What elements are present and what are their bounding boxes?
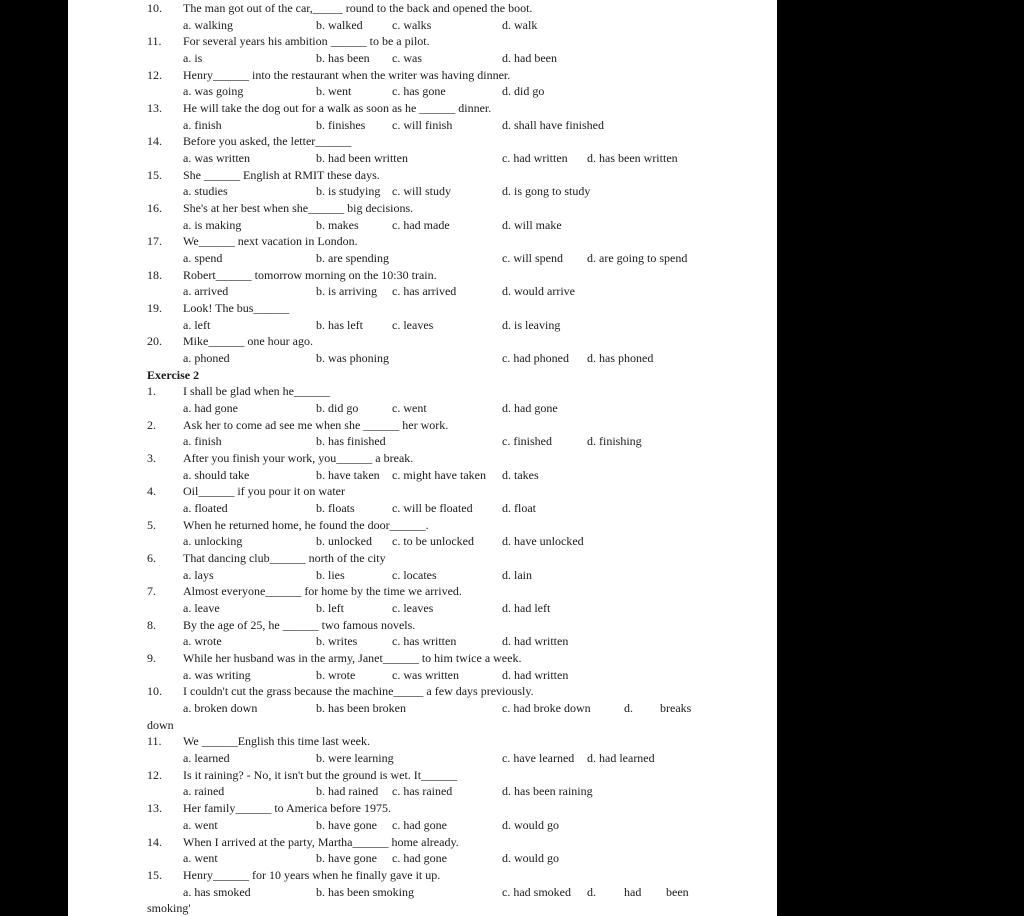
question-row <box>68 200 777 216</box>
answer-option: a. finish <box>183 434 222 449</box>
question-number: 1. <box>147 384 156 399</box>
answer-option: c. had smoked <box>502 884 571 899</box>
options-row <box>68 500 777 516</box>
question-row <box>68 767 777 783</box>
answer-option: b. has been <box>316 51 370 65</box>
answer-option: a. was going <box>183 84 244 99</box>
question-row <box>68 167 777 183</box>
answer-option: c. leaves <box>392 601 434 616</box>
answer-option: b. did go <box>316 401 359 416</box>
question-row <box>68 67 777 83</box>
question-text: We ______English this time last week. <box>183 734 371 749</box>
question-row <box>68 550 777 566</box>
answer-option: d. had left <box>502 601 551 616</box>
options-row <box>68 467 777 483</box>
answer-option: been <box>666 884 689 899</box>
question-text: When he returned home, he found the door______. <box>183 517 429 532</box>
exercise-heading <box>68 367 777 383</box>
question-row <box>68 333 777 349</box>
answer-option: d. <box>624 701 633 716</box>
answer-option: a. phoned <box>183 351 230 366</box>
answer-option: b. went <box>316 84 352 99</box>
answer-option: d. did go <box>502 84 545 99</box>
answer-option: d. would go <box>502 851 559 866</box>
answer-option: a. went <box>183 851 218 866</box>
options-row <box>68 217 777 233</box>
answer-option: a. had gone <box>183 401 238 416</box>
answer-option: b. had rained <box>316 784 379 799</box>
answer-option: c. has arrived <box>392 284 457 299</box>
answer-option: a. broken down <box>183 701 258 716</box>
options-row <box>68 150 777 166</box>
answer-option: a. went <box>183 817 218 832</box>
question-text: Is it raining? - No, it isn't but the ground is wet. It______ <box>183 767 458 782</box>
wrapped-text: down <box>147 717 174 732</box>
question-number: 7. <box>147 584 156 599</box>
answer-option: d. walk <box>502 17 538 32</box>
answer-option: d. had gone <box>502 401 558 416</box>
answer-option: a. floated <box>183 501 228 516</box>
answer-option: b. had been written <box>316 151 408 166</box>
answer-option: c. to be unlocked <box>392 534 474 549</box>
options-row <box>68 400 777 416</box>
answer-option: c. had made <box>392 217 450 232</box>
answer-option: c. might have taken <box>392 467 486 482</box>
question-text: She's at her best when she______ big decisions. <box>183 201 414 216</box>
answer-option: d. is gong to study <box>502 184 591 199</box>
answer-option: d. float <box>502 501 536 516</box>
options-row <box>68 850 777 866</box>
question-row <box>68 100 777 116</box>
answer-option: d. had written <box>502 667 569 682</box>
answer-option: b. left <box>316 601 344 616</box>
question-text: For several years his ambition ______ to be a pilot. <box>183 34 430 49</box>
question-number: 6. <box>147 551 156 566</box>
question-row <box>68 33 777 49</box>
answer-option: c. finished <box>502 434 552 449</box>
wrapped-text-row <box>68 900 777 916</box>
question-number: 3. <box>147 451 156 466</box>
answer-option: c. had broke down <box>502 701 591 716</box>
answer-option: a. wrote <box>183 634 222 649</box>
options-row <box>68 283 777 299</box>
answer-option: d. had written <box>502 634 569 649</box>
answer-option: a. studies <box>183 184 228 199</box>
question-text: Her family______ to America before 1975. <box>183 801 391 816</box>
answer-option: c. will spend <box>502 251 563 266</box>
wrapped-text: smoking' <box>147 901 191 916</box>
question-text: Almost everyone______ for home by the time we arrived. <box>183 584 462 599</box>
answer-option: d. shall have finished <box>502 117 604 132</box>
answer-option: b. was phoning <box>316 351 389 366</box>
question-number: 12. <box>147 67 162 82</box>
answer-option: c. has written <box>392 634 457 649</box>
question-text: He will take the dog out for a walk as soon as he ______ dinner. <box>183 101 492 116</box>
exercise-content <box>68 0 777 916</box>
question-number: 15. <box>147 167 162 182</box>
options-row <box>68 183 777 199</box>
question-number: 8. <box>147 617 156 632</box>
question-row <box>68 300 777 316</box>
answer-option: a. walking <box>183 17 233 32</box>
answer-option: d. finishing <box>587 434 642 449</box>
answer-option: c. will be floated <box>392 501 473 516</box>
question-number: 11. <box>147 734 162 749</box>
question-text: I couldn't cut the grass because the machine_____ a few days previously. <box>183 684 534 699</box>
answer-option: a. was written <box>183 151 250 166</box>
options-row <box>68 117 777 133</box>
options-row <box>68 350 777 366</box>
question-text: The man got out of the car,_____ round to the back and opened the boot. <box>183 1 533 15</box>
answer-option: b. were learning <box>316 751 394 766</box>
question-row <box>68 483 777 499</box>
question-row <box>68 133 777 149</box>
answer-option: a. is making <box>183 217 242 232</box>
options-row <box>68 783 777 799</box>
options-row <box>68 667 777 683</box>
options-row <box>68 600 777 616</box>
question-number: 11. <box>147 34 162 49</box>
answer-option: b. are spending <box>316 251 389 266</box>
question-text: Look! The bus______ <box>183 301 290 316</box>
question-row <box>68 800 777 816</box>
answer-option: c. walks <box>392 17 432 32</box>
options-row <box>68 83 777 99</box>
question-text: After you finish your work, you______ a break. <box>183 451 414 466</box>
answer-option: d. has been raining <box>502 784 593 799</box>
question-text: Robert______ tomorrow morning on the 10:30 train. <box>183 267 437 282</box>
question-row <box>68 834 777 850</box>
question-text: Mike______ one hour ago. <box>183 334 313 349</box>
question-row <box>68 517 777 533</box>
question-number: 15. <box>147 867 162 882</box>
answer-option: d. would go <box>502 817 559 832</box>
options-row <box>68 50 777 66</box>
options-row <box>68 317 777 333</box>
question-number: 17. <box>147 234 162 249</box>
question-number: 18. <box>147 267 162 282</box>
answer-option: a. unlocking <box>183 534 243 549</box>
options-row <box>68 250 777 266</box>
answer-option: a. is <box>183 51 203 65</box>
question-text: Henry______ for 10 years when he finally gave it up. <box>183 867 441 882</box>
answer-option: c. has gone <box>392 84 446 99</box>
question-number: 5. <box>147 517 156 532</box>
answer-option: c. had gone <box>392 851 447 866</box>
answer-option: b. finishes <box>316 117 366 132</box>
answer-option: c. was written <box>392 667 459 682</box>
answer-option: b. have taken <box>316 467 380 482</box>
answer-option: d. has phoned <box>587 351 654 366</box>
answer-option: b. has been broken <box>316 701 406 716</box>
answer-option: c. have learned <box>502 751 575 766</box>
answer-option: b. has finished <box>316 434 386 449</box>
answer-option: d. have unlocked <box>502 534 584 549</box>
answer-option: b. lies <box>316 567 345 582</box>
answer-option: b. have gone <box>316 851 377 866</box>
answer-option: c. will finish <box>392 117 453 132</box>
answer-option: a. rained <box>183 784 225 799</box>
options-row <box>68 750 777 766</box>
answer-option: a. spend <box>183 251 223 266</box>
options-row <box>68 633 777 649</box>
answer-option: d. <box>587 884 596 899</box>
question-text: She ______ English at RMIT these days. <box>183 167 380 182</box>
answer-option: d. had been <box>502 51 557 65</box>
options-row <box>68 17 777 33</box>
options-row <box>68 700 777 716</box>
answer-option: b. makes <box>316 217 359 232</box>
question-number: 20. <box>147 334 162 349</box>
question-text: While her husband was in the army, Janet______ to him twice a week. <box>183 651 522 666</box>
question-row <box>68 267 777 283</box>
options-row <box>68 884 777 900</box>
answer-option: b. wrote <box>316 667 356 682</box>
question-number: 13. <box>147 801 162 816</box>
wrapped-text-row <box>68 717 777 733</box>
answer-option: had <box>624 884 642 899</box>
answer-option: a. arrived <box>183 284 229 299</box>
question-number: 10. <box>147 1 162 15</box>
answer-option: d. would arrive <box>502 284 575 299</box>
question-row <box>68 583 777 599</box>
question-number: 10. <box>147 684 162 699</box>
question-text: Ask her to come ad see me when she ______ her work. <box>183 417 449 432</box>
question-text: That dancing club______ north of the city <box>183 551 386 566</box>
answer-option: d. had learned <box>587 751 655 766</box>
answer-option: c. has rained <box>392 784 453 799</box>
question-text: Henry______ into the restaurant when the writer was having dinner. <box>183 67 511 82</box>
question-number: 12. <box>147 767 162 782</box>
question-text: Oil______ if you pour it on water <box>183 484 345 499</box>
answer-option: c. was <box>392 51 422 65</box>
question-number: 2. <box>147 417 156 432</box>
answer-option: a. leave <box>183 601 220 616</box>
answer-option: c. locates <box>392 567 437 582</box>
answer-option: b. floats <box>316 501 355 516</box>
options-row <box>68 433 777 449</box>
answer-option: d. will make <box>502 217 562 232</box>
answer-option: b. unlocked <box>316 534 372 549</box>
answer-option: a. lays <box>183 567 214 582</box>
answer-option: c. had gone <box>392 817 447 832</box>
question-text: I shall be glad when he______ <box>183 384 330 399</box>
question-number: 13. <box>147 101 162 116</box>
question-row <box>68 650 777 666</box>
question-row <box>68 417 777 433</box>
answer-option: a. was writing <box>183 667 251 682</box>
answer-option: d. takes <box>502 467 539 482</box>
question-row <box>68 617 777 633</box>
answer-option: breaks <box>660 701 692 716</box>
document-page <box>68 0 777 916</box>
question-row <box>68 450 777 466</box>
question-number: 19. <box>147 301 162 316</box>
question-number: 9. <box>147 651 156 666</box>
answer-option: c. had phoned <box>502 351 569 366</box>
answer-option: a. finish <box>183 117 222 132</box>
answer-option: d. is leaving <box>502 317 561 332</box>
question-row <box>68 867 777 883</box>
options-row <box>68 817 777 833</box>
answer-option: a. should take <box>183 467 250 482</box>
question-text: We______ next vacation in London. <box>183 234 358 249</box>
options-row <box>68 533 777 549</box>
answer-option: a. left <box>183 317 211 332</box>
question-row <box>68 733 777 749</box>
answer-option: c. went <box>392 401 427 416</box>
answer-option: b. writes <box>316 634 358 649</box>
answer-option: b. is studying <box>316 184 381 199</box>
question-row <box>68 0 777 16</box>
answer-option: a. learned <box>183 751 230 766</box>
answer-option: b. has been smoking <box>316 884 414 899</box>
question-row <box>68 683 777 699</box>
answer-option: b. is arriving <box>316 284 377 299</box>
answer-option: b. walked <box>316 17 363 32</box>
question-row <box>68 383 777 399</box>
question-row <box>68 233 777 249</box>
question-number: 16. <box>147 201 162 216</box>
question-text: Before you asked, the letter______ <box>183 134 352 149</box>
question-number: 4. <box>147 484 156 499</box>
answer-option: c. had written <box>502 151 568 166</box>
answer-option: d. are going to spend <box>587 251 688 266</box>
exercise-title: Exercise 2 <box>147 367 200 382</box>
answer-option: c. leaves <box>392 317 434 332</box>
answer-option: c. will study <box>392 184 451 199</box>
answer-option: d. has been written <box>587 151 678 166</box>
answer-option: b. has left <box>316 317 363 332</box>
question-text: When I arrived at the party, Martha______ home already. <box>183 834 459 849</box>
question-number: 14. <box>147 134 162 149</box>
answer-option: b. have gone <box>316 817 377 832</box>
question-text: By the age of 25, he ______ two famous novels. <box>183 617 416 632</box>
answer-option: a. has smoked <box>183 884 251 899</box>
answer-option: d. lain <box>502 567 532 582</box>
question-number: 14. <box>147 834 162 849</box>
options-row <box>68 567 777 583</box>
